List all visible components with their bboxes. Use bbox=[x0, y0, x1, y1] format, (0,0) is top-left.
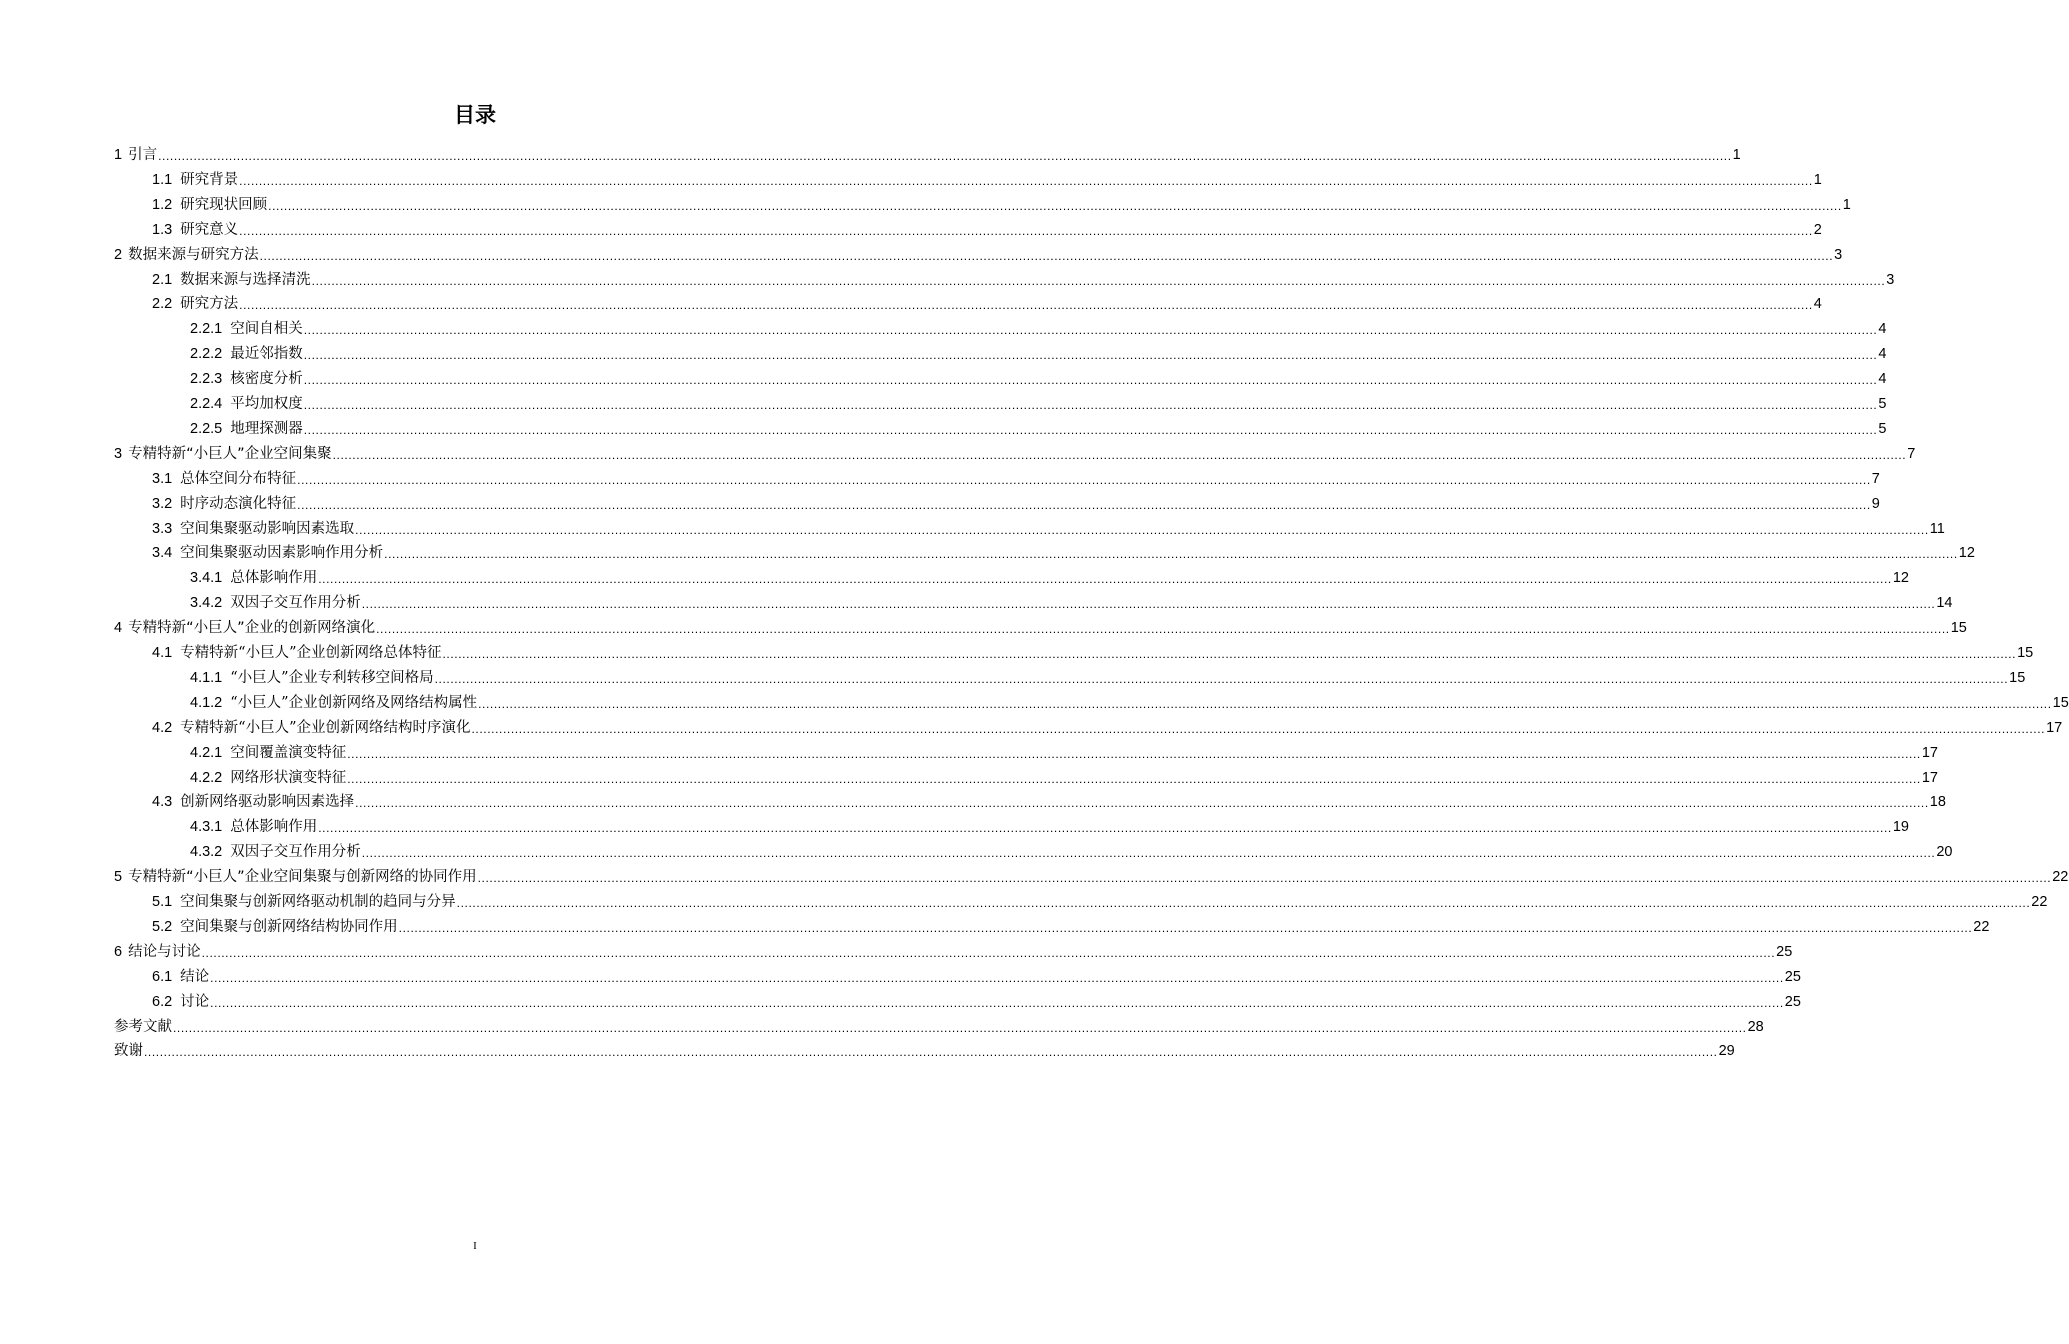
toc-entry-page: 4 bbox=[1878, 371, 1887, 388]
toc-entry[interactable] bbox=[190, 589, 1953, 613]
toc-entry-title: 数据来源与选择清洗 bbox=[180, 271, 311, 288]
toc-entry-page: 15 bbox=[2052, 694, 2069, 711]
toc-title: 目录 bbox=[454, 103, 496, 127]
toc-entry-title: “小巨人”企业创新网络及网络结构属性 bbox=[230, 694, 478, 711]
toc-entry-title: 平均加权度 bbox=[230, 396, 303, 412]
toc-entry-number: 4.1 bbox=[152, 645, 173, 661]
toc-entry[interactable] bbox=[190, 365, 1887, 389]
toc-dot-leader: ................................................................................................................................................................................................................................................................................................................................................................................................................ bbox=[361, 597, 1936, 612]
toc-entry-number: 2.2 bbox=[152, 296, 173, 313]
toc-entry-page: 22 bbox=[2031, 894, 2048, 910]
toc-dot-leader: ................................................................................................................................................................................................................................................................................................................................................................................................................ bbox=[303, 323, 1878, 338]
toc-dot-leader: ................................................................................................................................................................................................................................................................................................................................................................................................................ bbox=[318, 821, 1892, 836]
toc-entry[interactable] bbox=[190, 340, 1887, 364]
toc-entry-page: 1 bbox=[1813, 171, 1822, 188]
toc-entry-page: 4 bbox=[1878, 346, 1887, 363]
toc-entry-title: 时序动态演化特征 bbox=[180, 495, 297, 512]
toc-entry-page: 3 bbox=[1886, 271, 1895, 288]
toc-dot-leader: ................................................................................................................................................................................................................................................................................................................................................................................................................ bbox=[384, 547, 1958, 562]
toc-entry-title: 研究背景 bbox=[180, 171, 239, 188]
toc-dot-leader: ................................................................................................................................................................................................................................................................................................................................................................................................................ bbox=[478, 696, 2052, 711]
toc-dot-leader: ................................................................................................................................................................................................................................................................................................................................................................................................................ bbox=[210, 970, 1784, 985]
toc-entry-number: 4.1.2 bbox=[190, 694, 223, 711]
toc-entry[interactable] bbox=[114, 440, 1916, 464]
toc-entry-number: 1.3 bbox=[152, 221, 173, 238]
toc-entry-page: 1 bbox=[1842, 196, 1851, 213]
toc-entry-page: 15 bbox=[2017, 645, 2034, 661]
toc-entry-title: 地理探测器 bbox=[230, 420, 303, 437]
toc-dot-leader: ................................................................................................................................................................................................................................................................................................................................................................................................................ bbox=[434, 671, 2009, 686]
toc-dot-leader: ................................................................................................................................................................................................................................................................................................................................................................................................................ bbox=[239, 298, 1813, 313]
toc-entry[interactable] bbox=[152, 963, 1801, 987]
toc-entry-title: 总体影响作用 bbox=[230, 819, 318, 836]
toc-entry-page: 22 bbox=[1973, 918, 1990, 935]
toc-dot-leader: ................................................................................................................................................................................................................................................................................................................................................................................................................ bbox=[355, 796, 1929, 811]
toc-entry-page: 9 bbox=[1871, 495, 1880, 512]
toc-dot-leader: ................................................................................................................................................................................................................................................................................................................................................................................................................ bbox=[144, 1045, 1718, 1060]
toc-entry-page: 28 bbox=[1747, 1018, 1764, 1035]
toc-entry-page: 15 bbox=[2009, 669, 2026, 686]
toc-entry-number: 4.2 bbox=[152, 719, 173, 736]
toc-dot-leader: ................................................................................................................................................................................................................................................................................................................................................................................................................ bbox=[268, 198, 1842, 213]
toc-entry-title: 专精特新“小巨人”企业空间集聚 bbox=[128, 445, 332, 462]
toc-dot-leader: ................................................................................................................................................................................................................................................................................................................................................................................................................ bbox=[477, 871, 2052, 886]
toc-entry-page: 3 bbox=[1834, 246, 1843, 263]
toc-entry-number: 2 bbox=[114, 246, 123, 263]
toc-entry[interactable] bbox=[114, 1037, 1735, 1061]
toc-entry-title: 最近邻指数 bbox=[230, 346, 303, 363]
toc-entry-number: 4.2.2 bbox=[190, 769, 223, 786]
toc-entry[interactable] bbox=[152, 490, 1880, 514]
toc-entry-page: 4 bbox=[1878, 321, 1887, 338]
toc-entry[interactable] bbox=[114, 141, 1741, 165]
toc-entry-title: 讨论 bbox=[180, 993, 210, 1010]
toc-entry-number: 6.2 bbox=[152, 993, 173, 1010]
toc-entry-title: 专精特新“小巨人”企业创新网络结构时序演化 bbox=[180, 719, 471, 736]
toc-dot-leader: ................................................................................................................................................................................................................................................................................................................................................................................................................ bbox=[210, 995, 1784, 1010]
toc-entry-title: 研究意义 bbox=[180, 221, 239, 238]
toc-dot-leader: ................................................................................................................................................................................................................................................................................................................................................................................................................ bbox=[376, 622, 1950, 637]
toc-entry[interactable] bbox=[152, 166, 1822, 190]
toc-dot-leader: ................................................................................................................................................................................................................................................................................................................................................................................................................ bbox=[456, 896, 2031, 910]
toc-entry-title: 专精特新“小巨人”企业的创新网络演化 bbox=[128, 620, 376, 637]
toc-dot-leader: ................................................................................................................................................................................................................................................................................................................................................................................................................ bbox=[303, 398, 1878, 412]
toc-entry-number: 4.3 bbox=[152, 794, 173, 811]
toc-entry-number: 4 bbox=[114, 620, 123, 637]
toc-entry-number: 3.2 bbox=[152, 495, 173, 512]
toc-entry-title: 空间覆盖演变特征 bbox=[230, 744, 347, 761]
toc-entry[interactable] bbox=[190, 838, 1953, 862]
toc-entry-title: 空间自相关 bbox=[230, 321, 303, 338]
toc-entry-number: 2.2.3 bbox=[190, 371, 223, 388]
toc-entry-number: 3.4.1 bbox=[190, 570, 223, 587]
toc-entry-number: 4.1.1 bbox=[190, 669, 223, 686]
toc-entry-page: 2 bbox=[1813, 221, 1822, 238]
toc-entry-number: 6.1 bbox=[152, 968, 173, 985]
toc-entry-title: 创新网络驱动影响因素选择 bbox=[180, 794, 355, 811]
toc-entry[interactable] bbox=[152, 266, 1895, 290]
toc-dot-leader: ................................................................................................................................................................................................................................................................................................................................................................................................................ bbox=[173, 1020, 1747, 1035]
toc-entry-title: 双因子交互作用分析 bbox=[230, 844, 361, 861]
toc-entry-number: 3.1 bbox=[152, 470, 173, 487]
toc-entry-title: 空间集聚与创新网络驱动机制的趋同与分异 bbox=[180, 894, 456, 910]
toc-entry-title: 结论 bbox=[180, 968, 210, 985]
toc-dot-leader: ................................................................................................................................................................................................................................................................................................................................................................................................................ bbox=[332, 447, 1907, 462]
toc-entry[interactable] bbox=[190, 315, 1887, 339]
toc-entry-number: 5 bbox=[114, 869, 123, 886]
toc-entry-number: 2.2.2 bbox=[190, 346, 223, 363]
toc-entry-title: 参考文献 bbox=[114, 1018, 172, 1035]
toc-entry-number: 1 bbox=[114, 147, 123, 163]
toc-entry-number: 3.4 bbox=[152, 545, 173, 562]
toc-entry[interactable] bbox=[190, 689, 2069, 713]
toc-entry-page: 15 bbox=[1950, 620, 1967, 637]
toc-entry-page: 12 bbox=[1892, 570, 1909, 587]
toc-entry-number: 6 bbox=[114, 943, 123, 960]
toc-entry-page: 7 bbox=[1907, 445, 1916, 462]
toc-entry-page: 11 bbox=[1929, 520, 1945, 537]
toc-entry-number: 1.1 bbox=[152, 171, 173, 188]
toc-dot-leader: ................................................................................................................................................................................................................................................................................................................................................................................................................ bbox=[471, 721, 2046, 736]
toc-entry[interactable] bbox=[114, 241, 1843, 265]
toc-entry-page: 1 bbox=[1732, 147, 1741, 163]
toc-entry-page: 17 bbox=[1921, 769, 1938, 786]
toc-entry[interactable] bbox=[190, 813, 1909, 837]
toc-entry-title: 空间集聚驱动影响因素选取 bbox=[180, 520, 355, 537]
toc-entry-title: 网络形状演变特征 bbox=[230, 769, 347, 786]
toc-dot-leader: ................................................................................................................................................................................................................................................................................................................................................................................................................ bbox=[303, 422, 1878, 437]
toc-entry[interactable] bbox=[190, 664, 2026, 688]
toc-entry-title: 数据来源与研究方法 bbox=[128, 246, 259, 263]
toc-entry-title: 专精特新“小巨人”企业空间集聚与创新网络的协同作用 bbox=[128, 869, 477, 886]
toc-entry[interactable] bbox=[190, 764, 1938, 788]
toc-entry-title: 引言 bbox=[128, 147, 158, 163]
toc-entry-number: 2.2.5 bbox=[190, 420, 223, 437]
toc-entry-title: 结论与讨论 bbox=[128, 943, 201, 960]
toc-dot-leader: ................................................................................................................................................................................................................................................................................................................................................................................................................ bbox=[239, 223, 1813, 238]
toc-entry[interactable] bbox=[152, 539, 1975, 563]
toc-entry-page: 4 bbox=[1813, 296, 1822, 313]
toc-dot-leader: ................................................................................................................................................................................................................................................................................................................................................................................................................ bbox=[297, 497, 1871, 512]
toc-entry[interactable] bbox=[190, 415, 1887, 439]
toc-entry-page: 7 bbox=[1871, 470, 1880, 487]
toc-entry-number: 3.4.2 bbox=[190, 595, 223, 612]
toc-entry-number: 4.3.1 bbox=[190, 819, 223, 836]
toc-entry[interactable] bbox=[152, 988, 1801, 1012]
toc-entry[interactable] bbox=[190, 390, 1887, 414]
toc-entry-page: 19 bbox=[1892, 819, 1909, 836]
toc-entry-number: 2.2.4 bbox=[190, 396, 223, 412]
toc-entry-number: 5.2 bbox=[152, 918, 173, 935]
toc-dot-leader: ................................................................................................................................................................................................................................................................................................................................................................................................................ bbox=[303, 373, 1878, 388]
toc-entry-number: 2.2.1 bbox=[190, 321, 223, 338]
toc-entry-page: 29 bbox=[1718, 1043, 1735, 1060]
toc-entry-page: 20 bbox=[1936, 844, 1953, 861]
toc-entry-number: 3.3 bbox=[152, 520, 173, 537]
toc-entry[interactable] bbox=[152, 788, 1946, 812]
toc-dot-leader: ................................................................................................................................................................................................................................................................................................................................................................................................................ bbox=[158, 149, 1732, 163]
toc-entry[interactable] bbox=[190, 739, 1938, 763]
toc-entry[interactable] bbox=[114, 863, 2069, 887]
toc-entry-page: 5 bbox=[1878, 396, 1887, 412]
toc-dot-leader: ................................................................................................................................................................................................................................................................................................................................................................................................................ bbox=[361, 846, 1936, 861]
toc-entry[interactable] bbox=[190, 564, 1909, 588]
toc-entry-title: 致谢 bbox=[114, 1043, 143, 1060]
toc-dot-leader: ................................................................................................................................................................................................................................................................................................................................................................................................................ bbox=[259, 248, 1834, 263]
toc-dot-leader: ................................................................................................................................................................................................................................................................................................................................................................................................................ bbox=[297, 472, 1871, 487]
toc-entry-page: 25 bbox=[1776, 943, 1793, 960]
toc-entry-number: 2.1 bbox=[152, 271, 173, 288]
toc-entry[interactable] bbox=[152, 465, 1880, 489]
toc-dot-leader: ................................................................................................................................................................................................................................................................................................................................................................................................................ bbox=[303, 348, 1878, 363]
toc-dot-leader: ................................................................................................................................................................................................................................................................................................................................................................................................................ bbox=[347, 746, 1921, 761]
toc-entry-page: 25 bbox=[1784, 968, 1801, 985]
toc-entry[interactable] bbox=[152, 639, 2034, 663]
toc-entry-title: 空间集聚与创新网络结构协同作用 bbox=[180, 918, 398, 935]
toc-entry-title: 研究方法 bbox=[180, 296, 239, 313]
toc-entry-title: 空间集聚驱动因素影响作用分析 bbox=[180, 545, 384, 562]
toc-entry-number: 3 bbox=[114, 445, 123, 462]
toc-dot-leader: ................................................................................................................................................................................................................................................................................................................................................................................................................ bbox=[311, 273, 1886, 288]
toc-entry-title: 总体影响作用 bbox=[230, 570, 318, 587]
toc-entry-page: 17 bbox=[2046, 719, 2063, 736]
toc-entry[interactable] bbox=[152, 191, 1851, 215]
toc-entry-page: 17 bbox=[1921, 744, 1938, 761]
toc-entry[interactable] bbox=[152, 714, 2063, 738]
toc-entry[interactable] bbox=[152, 888, 2048, 912]
toc-entry-title: 双因子交互作用分析 bbox=[230, 595, 361, 612]
toc-entry-number: 1.2 bbox=[152, 196, 173, 213]
toc-dot-leader: ................................................................................................................................................................................................................................................................................................................................................................................................................ bbox=[239, 173, 1813, 188]
toc-entry[interactable] bbox=[114, 938, 1793, 962]
toc-entry-title: 研究现状回顾 bbox=[180, 196, 268, 213]
toc-entry-title: 专精特新“小巨人”企业创新网络总体特征 bbox=[180, 645, 442, 661]
toc-dot-leader: ................................................................................................................................................................................................................................................................................................................................................................................................................ bbox=[355, 522, 1929, 537]
toc-dot-leader: ................................................................................................................................................................................................................................................................................................................................................................................................................ bbox=[318, 572, 1892, 587]
toc-dot-leader: ................................................................................................................................................................................................................................................................................................................................................................................................................ bbox=[201, 945, 1776, 960]
toc-entry-number: 4.2.1 bbox=[190, 744, 223, 761]
toc-entry-page: 25 bbox=[1784, 993, 1801, 1010]
toc-dot-leader: ................................................................................................................................................................................................................................................................................................................................................................................................................ bbox=[347, 771, 1921, 786]
toc-entry-page: 18 bbox=[1929, 794, 1946, 811]
toc-dot-leader: ................................................................................................................................................................................................................................................................................................................................................................................................................ bbox=[442, 647, 2017, 661]
toc-entry[interactable] bbox=[114, 614, 1967, 638]
toc-entry-page: 22 bbox=[2052, 869, 2069, 886]
toc-entry-page: 14 bbox=[1936, 595, 1953, 612]
toc-entry[interactable] bbox=[114, 1013, 1764, 1037]
toc-entry[interactable] bbox=[152, 913, 1990, 937]
toc-entry-page: 12 bbox=[1958, 545, 1975, 562]
toc-entry[interactable] bbox=[152, 290, 1822, 314]
toc-entry-number: 5.1 bbox=[152, 894, 173, 910]
toc-dot-leader: ................................................................................................................................................................................................................................................................................................................................................................................................................ bbox=[398, 920, 1973, 935]
page-number-footer: I bbox=[473, 1240, 477, 1252]
toc-entry[interactable] bbox=[152, 216, 1822, 240]
toc-entry-title: “小巨人”企业专利转移空间格局 bbox=[230, 669, 434, 686]
toc-entry-number: 4.3.2 bbox=[190, 844, 223, 861]
toc-entry-page: 5 bbox=[1878, 420, 1887, 437]
toc-entry[interactable] bbox=[152, 515, 1945, 539]
toc-entry-title: 核密度分析 bbox=[230, 371, 303, 388]
toc-entry-title: 总体空间分布特征 bbox=[180, 470, 297, 487]
